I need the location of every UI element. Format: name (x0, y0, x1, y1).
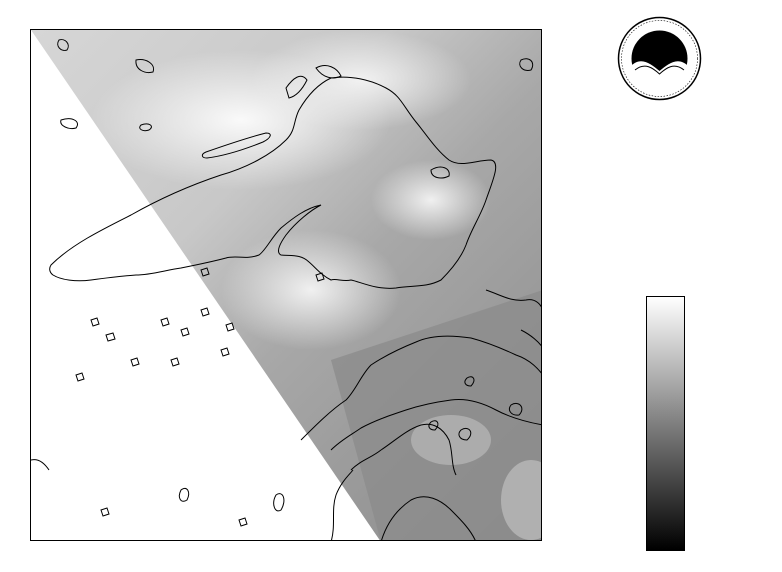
cloud-patch (251, 30, 471, 130)
reflectance-colorbar (646, 296, 685, 551)
cloud-patch (411, 415, 491, 465)
satellite-image-map (30, 29, 542, 541)
map-svg (31, 30, 542, 541)
noaa-logo-icon (617, 16, 702, 101)
